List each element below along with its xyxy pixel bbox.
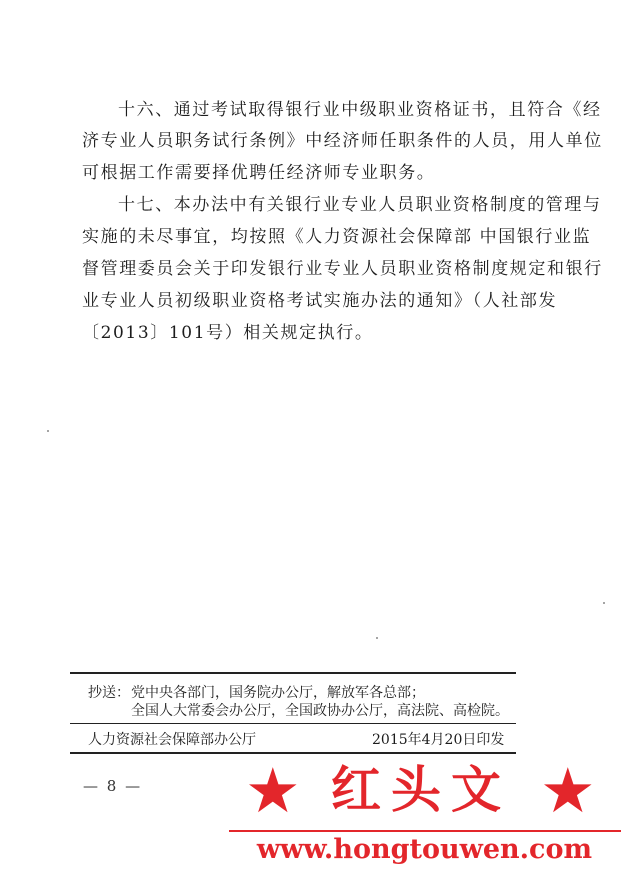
- watermark-star-right-icon: ★: [540, 754, 596, 827]
- watermark-divider: [229, 830, 621, 832]
- scan-speck: [603, 602, 605, 604]
- paragraph-16-line-2: 济专业人员职务试行条例》中经济师任职条件的人员，用人单位: [82, 131, 603, 151]
- watermark-title: 红头文: [331, 760, 511, 819]
- scan-speck: [376, 637, 378, 639]
- issue-date: 2015年4月20日印发: [372, 732, 505, 748]
- paragraph-16-line-1: 十六、通过考试取得银行业中级职业资格证书，且符合《经: [118, 100, 602, 120]
- cc-label: 抄送：: [88, 685, 130, 701]
- cc-recipients-line-1: 党中央各部门，国务院办公厅，解放军各总部；: [131, 685, 425, 701]
- cc-top-rule: [70, 672, 516, 674]
- scan-speck: [47, 430, 49, 432]
- paragraph-17-line-3: 督管理委员会关于印发银行业专业人员职业资格制度规定和银行: [82, 259, 603, 279]
- paragraph-17-line-1: 十七、本办法中有关银行业专业人员职业资格制度的管理与: [118, 195, 602, 215]
- watermark-star-left-icon: ★: [245, 754, 301, 827]
- page-number: — 8 —: [83, 777, 143, 795]
- issuing-office: 人力资源社会保障部办公厅: [88, 732, 256, 748]
- cc-recipients-line-2: 全国人大常委会办公厅，全国政协办公厅，高法院、高检院。: [131, 703, 509, 719]
- paragraph-16-line-3: 可根据工作需要择优聘任经济师专业职务。: [82, 163, 436, 183]
- cc-bottom-rule: [70, 723, 516, 724]
- paragraph-17-line-5: 〔2013〕101号）相关规定执行。: [82, 323, 374, 343]
- paragraph-17-line-2: 实施的未尽事宜，均按照《人力资源社会保障部 中国银行业监: [82, 227, 592, 247]
- watermark-url: www.hongtouwen.com: [256, 834, 593, 865]
- paragraph-17-line-4: 业专业人员初级职业资格考试实施办法的通知》（人社部发: [82, 291, 558, 311]
